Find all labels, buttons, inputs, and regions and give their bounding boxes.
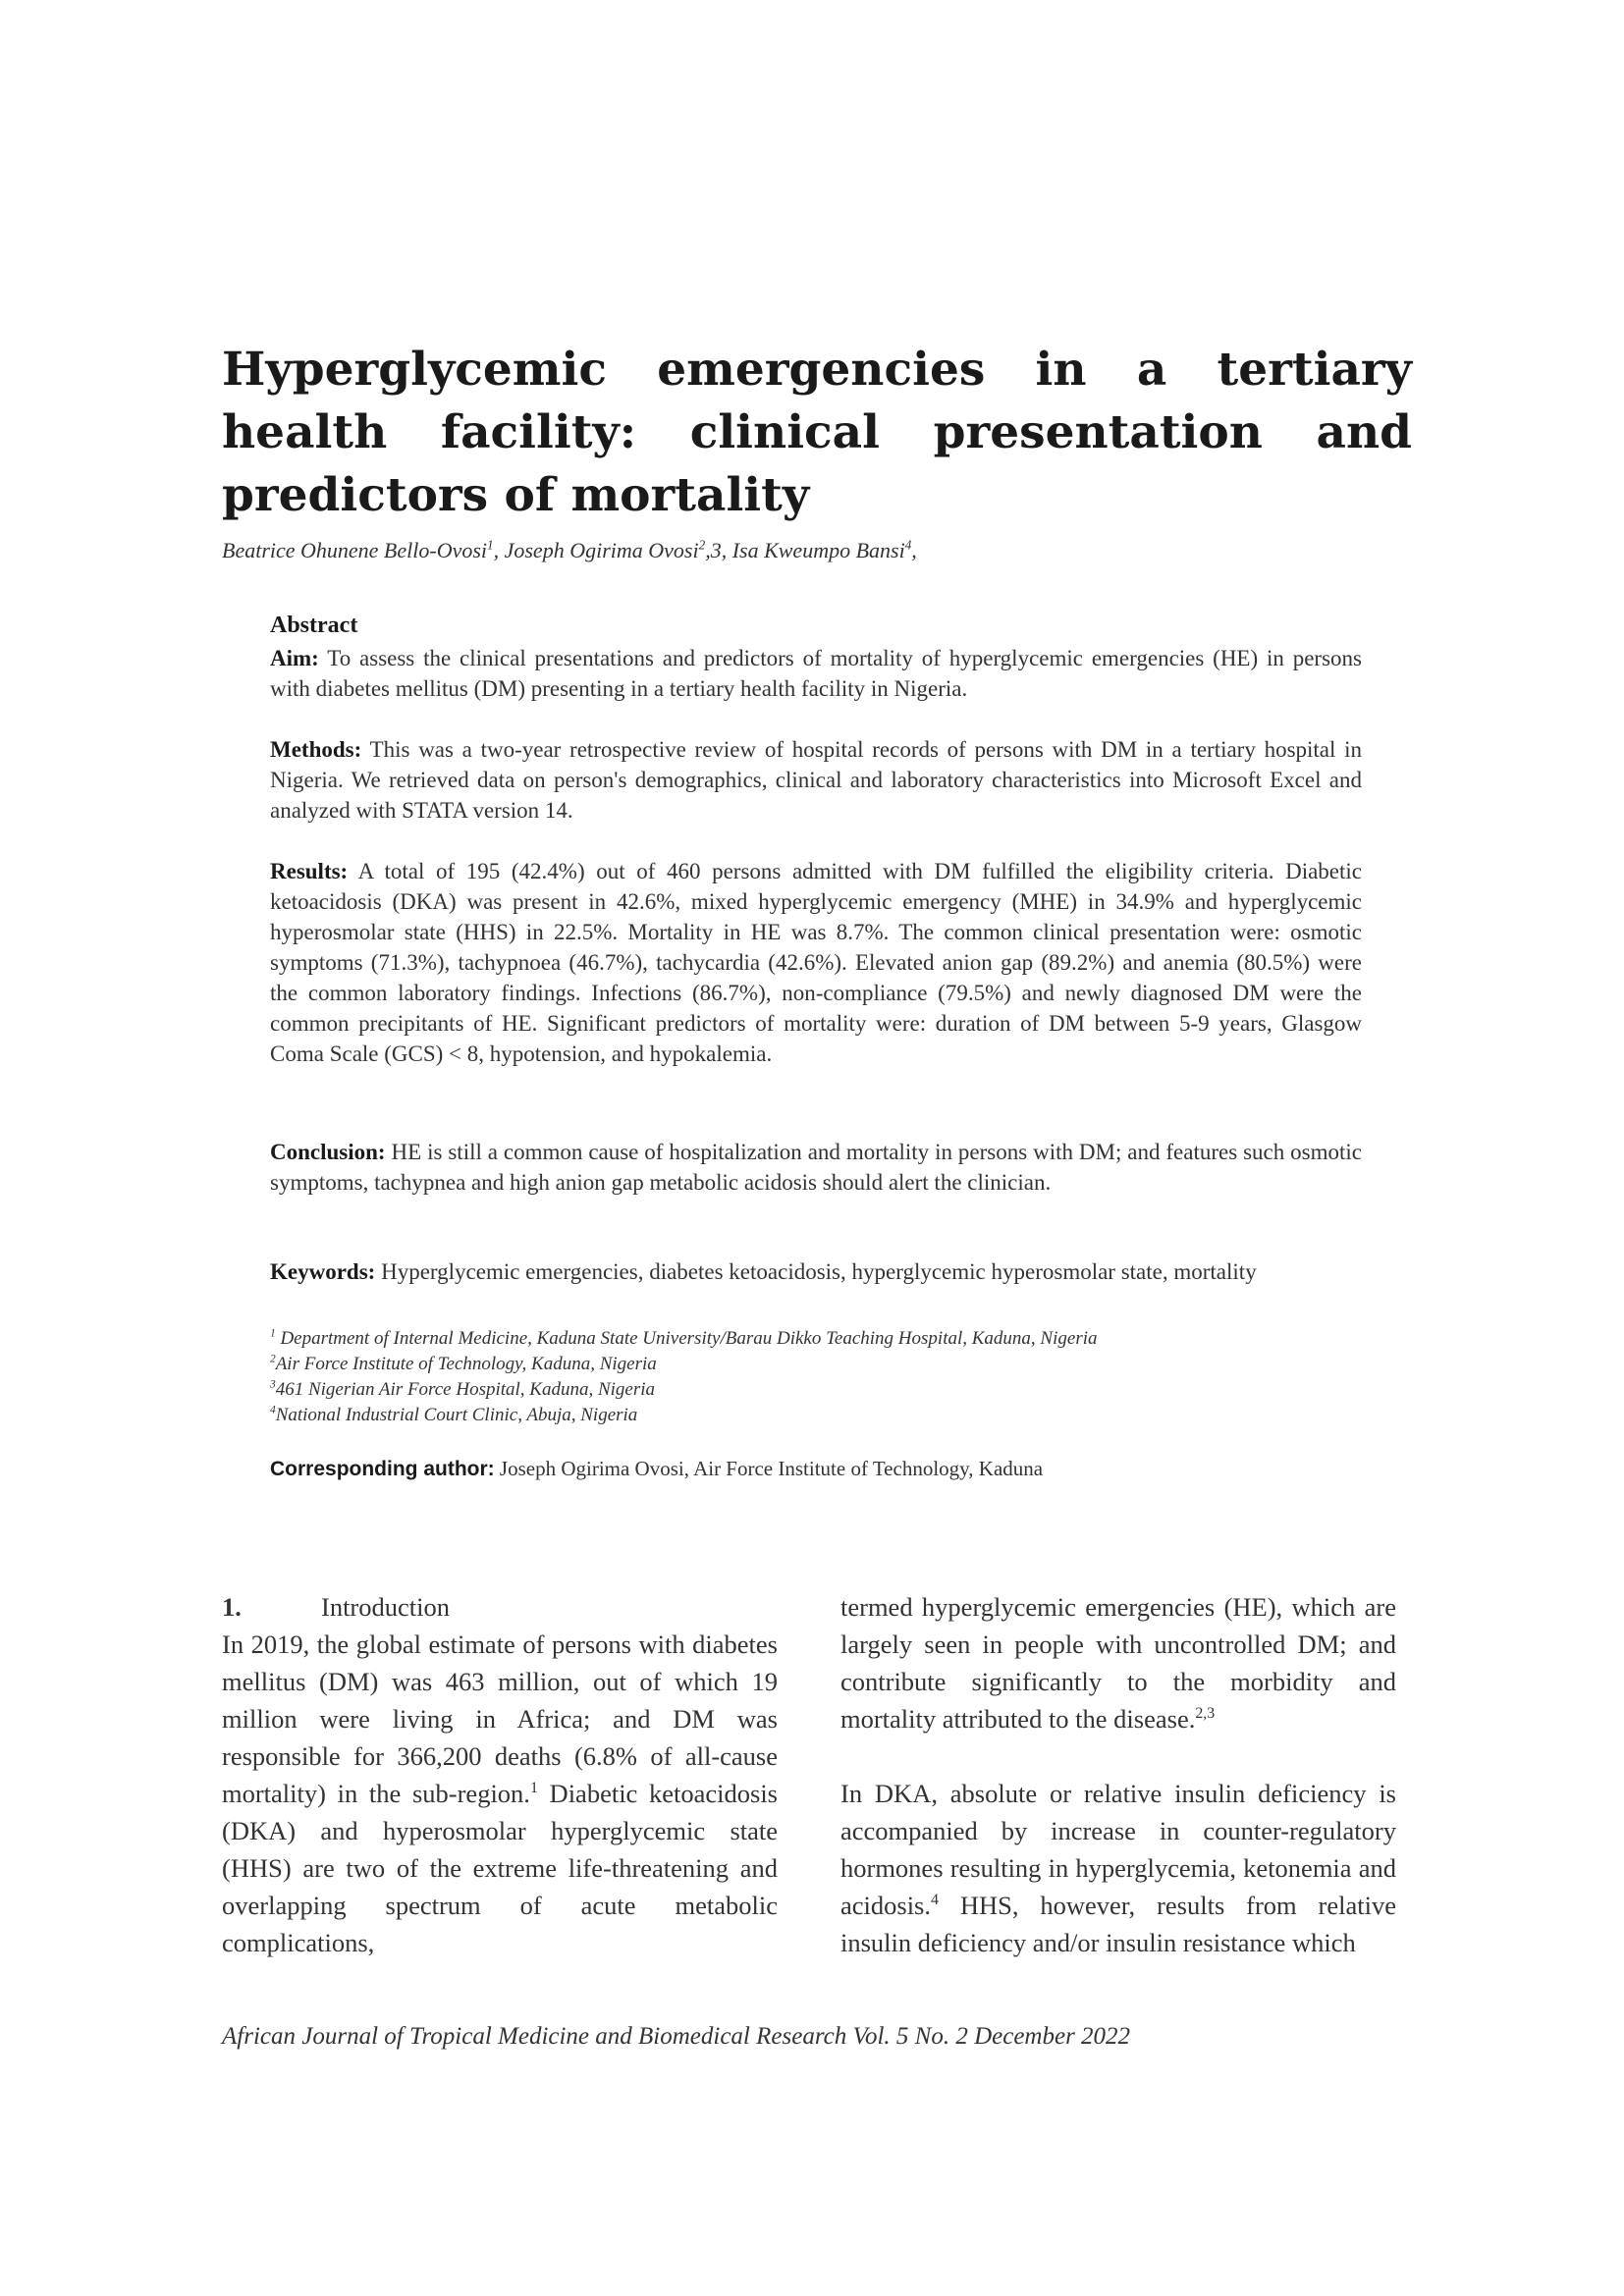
results-label: Results:: [270, 859, 349, 883]
author-affiliation-mark: 4: [904, 537, 912, 553]
author-name: Beatrice Ohunene Bello-Ovosi: [222, 538, 488, 562]
keywords-text: Hyperglycemic emergencies, diabetes ketoacidosis, hyperglycemic hyperosmolar state, mortality: [381, 1259, 1257, 1284]
abstract-methods: [270, 734, 1362, 826]
affiliation-text: Department of Internal Medicine, Kaduna State University/Barau Dikko Teaching Hospital, Kaduna, Nigeria: [275, 1328, 1098, 1349]
section-title: Introduction: [321, 1592, 450, 1622]
abstract-aim: [270, 643, 1362, 704]
affiliation-text: National Industrial Court Clinic, Abuja, Nigeria: [275, 1405, 638, 1425]
aim-label: Aim:: [270, 646, 319, 670]
conclusion-label: Conclusion:: [270, 1140, 386, 1164]
citation-ref: 4: [931, 1892, 939, 1909]
affiliation-text: 461 Nigerian Air Force Hospital, Kaduna, Nigeria: [275, 1379, 656, 1400]
article-title: Hyperglycemic emergencies in a tertiary health facility: clinical presentation and predictors of mortality: [222, 343, 1412, 522]
affiliation-number: 1: [270, 1327, 276, 1340]
affiliation-list: [270, 1326, 1362, 1428]
conclusion-text: HE is still a common cause of hospitalization and mortality in persons with DM; and features such osmotic symptoms, tachypnea and high anion gap metabolic acidosis should alert the clinician.: [270, 1140, 1362, 1195]
abstract-heading: Abstract: [270, 613, 358, 638]
section-heading: [222, 1588, 778, 1626]
affiliation-number: 2: [270, 1353, 276, 1365]
abstract-keywords: [270, 1256, 1362, 1287]
body-paragraph: [222, 1626, 778, 1961]
body-column-right: [840, 1588, 1396, 1961]
abstract-conclusion: [270, 1137, 1362, 1198]
paragraph-text: Diabetic ketoacidosis (DKA) and hyperosmolar hyperglycemic state (HHS) are two of the extreme life-threatening and overlapping spectrum of acute metabolic complications,: [222, 1779, 778, 1957]
author-affiliation-mark: 1: [487, 537, 494, 553]
paragraph-text: termed hyperglycemic emergencies (HE), which are largely seen in people with uncontrolled DM; and contribute significantly to the morbidity and mortality attributed to the disease.: [840, 1592, 1396, 1734]
abstract-results: [270, 856, 1362, 1069]
affiliation-text: Air Force Institute of Technology, Kaduna, Nigeria: [275, 1354, 657, 1374]
affiliation-number: 4: [270, 1404, 276, 1416]
affiliation-item: [270, 1403, 1362, 1428]
author-affiliation-mark: 2: [698, 537, 706, 553]
citation-ref: 2,3: [1195, 1705, 1216, 1723]
results-text: A total of 195 (42.4%) out of 460 persons admitted with DM fulfilled the eligibility criteria. Diabetic ketoacidosis (DKA) was present in 42.6%, mixed hyperglycemic emergency (MHE) in 34.9% and hyperglycemic hyperosmolar state (HHS) in 22.5%. Mortality in HE was 8.7%. The common clinical presentation were: osmotic symptoms (71.3%), tachypnoea (46.7%), tachycardia (42.6%). Elevated anion gap (89.2%) and anemia (80.5%) were the common laboratory findings. Infections (86.7%), non-compliance (79.5%) and newly diagnosed DM were the common precipitants of HE. Significant predictors of mortality were: duration of DM between 5-9 years, Glasgow Coma Scale (GCS) < 8, hypotension, and hypokalemia.: [270, 859, 1363, 1066]
affiliation-item: [270, 1326, 1362, 1352]
body-paragraph: [840, 1588, 1396, 1737]
keywords-label: Keywords:: [270, 1259, 376, 1284]
corresponding-text: Joseph Ogirima Ovosi, Air Force Institute of Technology, Kaduna: [494, 1457, 1044, 1480]
author-separator: ,: [493, 538, 505, 562]
author-name: Isa Kweumpo Bansi: [731, 538, 905, 562]
paragraph-text: HHS, however, results from relative insulin deficiency and/or insulin resistance which: [840, 1891, 1396, 1957]
aim-text: To assess the clinical presentations and predictors of mortality of hyperglycemic emergencies (HE) in persons with diabetes mellitus (DM) presenting in a tertiary health facility in Nigeria.: [270, 646, 1362, 701]
author-separator: ,3,: [705, 538, 732, 562]
corresponding-author: [270, 1457, 1362, 1481]
affiliation-item: [270, 1352, 1362, 1377]
affiliation-number: 3: [270, 1378, 276, 1391]
body-column-left: [222, 1588, 778, 1961]
citation-ref: 1: [529, 1780, 538, 1797]
author-name: Joseph Ogirima Ovosi: [504, 538, 699, 562]
author-list: [222, 538, 1412, 563]
methods-label: Methods:: [270, 737, 362, 762]
methods-text: This was a two-year retrospective review of hospital records of persons with DM in a tertiary hospital in Nigeria. We retrieved data on person's demographics, clinical and laboratory characteristics into Microsoft Excel and analyzed with STATA version 14.: [270, 737, 1362, 823]
corresponding-label: Corresponding author:: [270, 1458, 495, 1480]
paragraph-text: In 2019, the global estimate of persons with diabetes mellitus (DM) was 463 million, out of which 19 million were living in Africa; and DM was responsible for 366,200 deaths (6.8% of all-cause mortality) in the sub-region.: [222, 1629, 778, 1808]
body-paragraph: [840, 1775, 1396, 1961]
paragraph-text: In DKA, absolute or relative insulin deficiency is accompanied by increase in counter-regulatory hormones resulting in hyperglycemia, ketonemia and acidosis.: [840, 1779, 1396, 1920]
author-separator: ,: [911, 538, 917, 562]
section-number: 1.: [222, 1592, 242, 1622]
journal-footer: African Journal of Tropical Medicine and Biomedical Research Vol. 5 No. 2 December 2022: [222, 2023, 1131, 2050]
affiliation-item: [270, 1377, 1362, 1403]
